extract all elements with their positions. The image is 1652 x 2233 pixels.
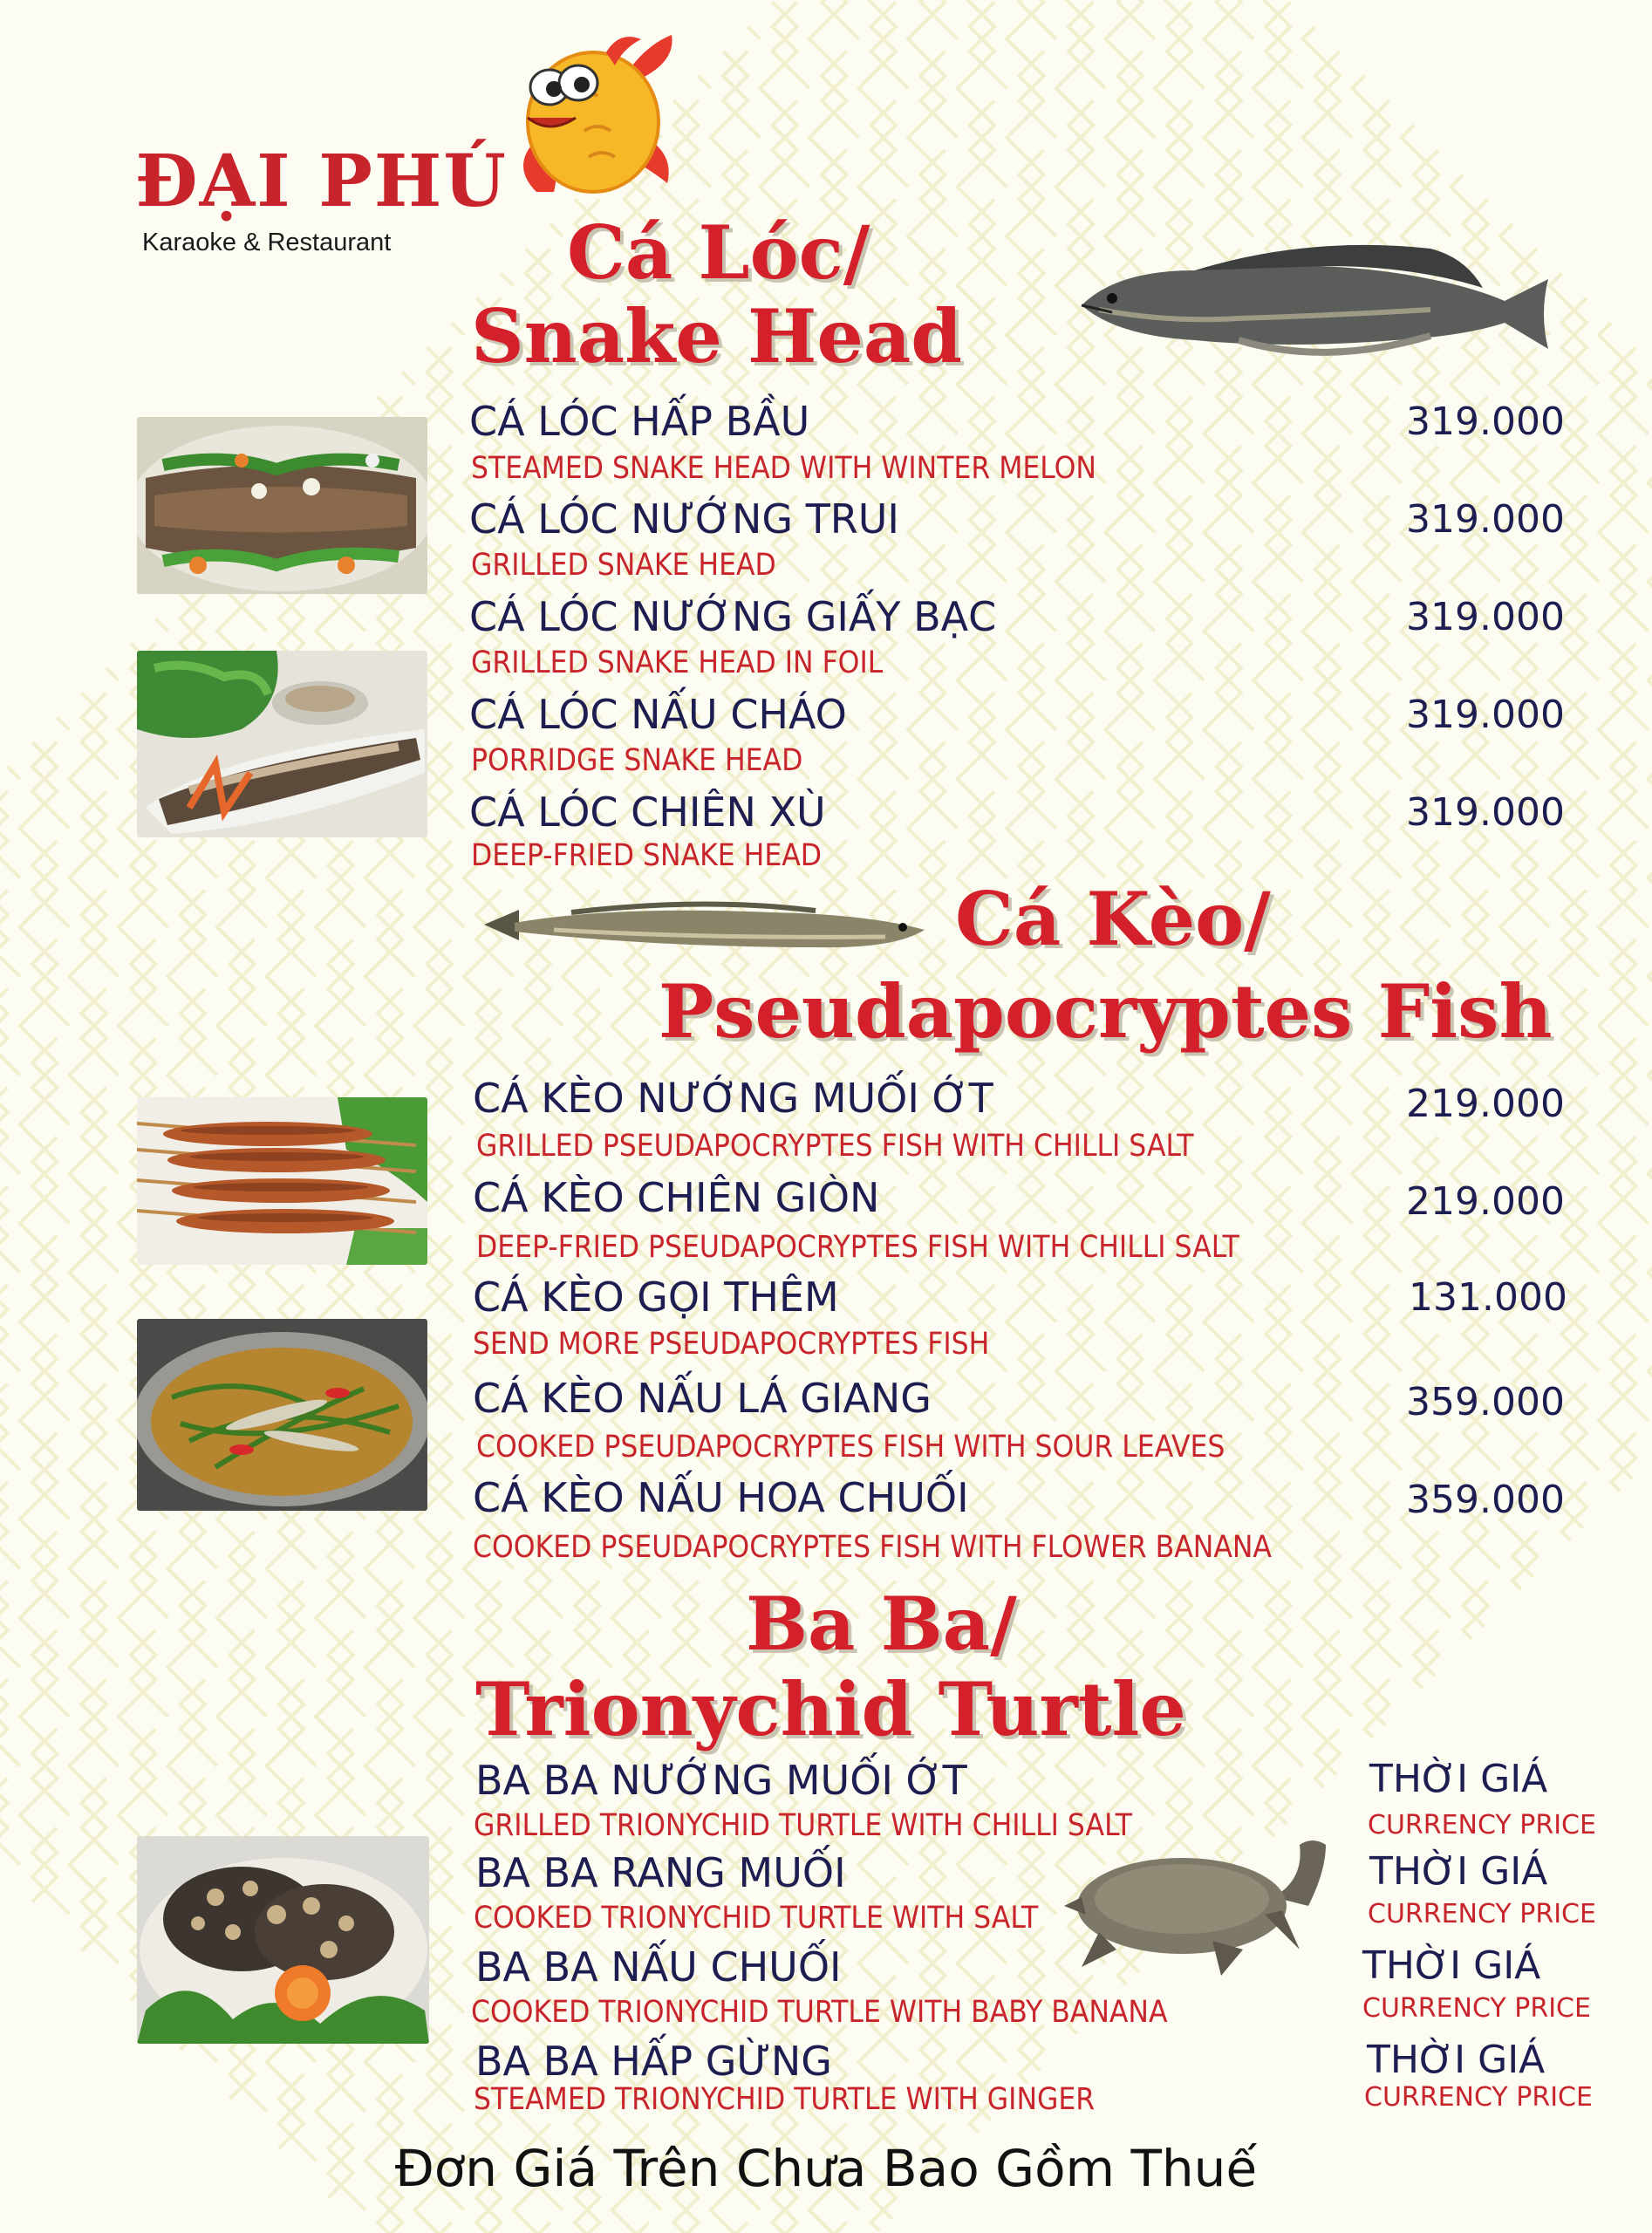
section-3-title-line2: Trionychid Turtle <box>475 1666 1186 1752</box>
grilled-snakehead-photo <box>137 651 427 837</box>
tax-note-footer: Đơn Giá Trên Chưa Bao Gồm Thuế <box>394 2139 1258 2198</box>
brand-subtitle: Karaoke & Restaurant <box>142 229 392 256</box>
menu-item-name: CÁ LÓC NƯỚNG TRUI <box>469 495 899 543</box>
menu-item-price: THỜI GIÁ <box>1369 1849 1548 1894</box>
turtle-dish-photo <box>137 1836 429 2044</box>
menu-item-english: DEEP-FRIED SNAKE HEAD <box>471 838 823 873</box>
menu-item-name: BA BA NẤU CHUỐI <box>475 1943 842 1991</box>
menu-item-name: CÁ LÓC CHIÊN XÙ <box>469 789 826 836</box>
menu-item-name: CÁ KÈO CHIÊN GIÒN <box>473 1174 880 1221</box>
menu-item-price-english: CURRENCY PRICE <box>1364 2082 1593 2113</box>
menu-item-name: CÁ LÓC NẤU CHÁO <box>469 691 847 738</box>
menu-item-english: GRILLED SNAKE HEAD <box>471 548 776 583</box>
section-3-title-line1: Ba Ba/ <box>746 1581 1017 1667</box>
menu-item-english: STEAMED SNAKE HEAD WITH WINTER MELON <box>471 451 1096 486</box>
menu-item-name: BA BA RANG MUỐI <box>475 1849 846 1896</box>
section-1-title-line1: Cá Lóc/ <box>567 209 870 296</box>
menu-item-price: 359.000 <box>1406 1478 1565 1522</box>
menu-item-price-english: CURRENCY PRICE <box>1362 1993 1591 2024</box>
menu-item-english: COOKED PSEUDAPOCRYPTES FISH WITH FLOWER BANANA <box>473 1530 1272 1565</box>
menu-item-english: PORRIDGE SNAKE HEAD <box>471 743 803 778</box>
menu-item-name: CÁ LÓC HẤP BẦU <box>469 398 810 445</box>
snakehead-fish-icon <box>1064 218 1553 384</box>
section-2-title-line2: Pseudapocryptes Fish <box>659 968 1553 1055</box>
menu-item-name: CÁ KÈO NƯỚNG MUỐI ỚT <box>473 1075 993 1122</box>
menu-item-price: THỜI GIÁ <box>1369 1757 1548 1801</box>
grilled-goby-skewers-photo <box>137 1097 427 1265</box>
goby-fish-icon <box>484 888 929 958</box>
menu-item-price-english: CURRENCY PRICE <box>1368 1899 1596 1929</box>
menu-item-price-english: CURRENCY PRICE <box>1368 1810 1596 1840</box>
menu-item-price: 319.000 <box>1406 595 1565 639</box>
menu-item-price: 319.000 <box>1406 497 1565 542</box>
menu-item-price: 319.000 <box>1406 693 1565 737</box>
menu-item-english: GRILLED SNAKE HEAD IN FOIL <box>471 645 884 680</box>
menu-item-price: THỜI GIÁ <box>1362 1943 1541 1988</box>
menu-item-price: 219.000 <box>1406 1082 1565 1126</box>
menu-item-english: COOKED TRIONYCHID TURTLE WITH BABY BANANA <box>471 1995 1168 2030</box>
menu-item-english: DEEP-FRIED PSEUDAPOCRYPTES FISH WITH CHILLI SALT <box>476 1230 1239 1265</box>
menu-item-english: STEAMED TRIONYCHID TURTLE WITH GINGER <box>474 2082 1096 2117</box>
goldfish-mascot-icon <box>502 26 676 214</box>
menu-item-price: 219.000 <box>1406 1179 1565 1224</box>
menu-item-name: BA BA NƯỚNG MUỐI ỚT <box>475 1757 967 1804</box>
steamed-snakehead-photo <box>137 417 427 594</box>
menu-item-english: COOKED PSEUDAPOCRYPTES FISH WITH SOUR LEAVES <box>476 1430 1225 1465</box>
menu-item-name: BA BA HẤP GỪNG <box>475 2038 832 2085</box>
menu-item-english: GRILLED PSEUDAPOCRYPTES FISH WITH CHILLI SALT <box>476 1129 1194 1164</box>
menu-item-price: 131.000 <box>1409 1275 1567 1320</box>
brand-name: ĐẠI PHÚ <box>135 140 508 223</box>
menu-item-price: 359.000 <box>1406 1380 1565 1424</box>
softshell-turtle-icon <box>1064 1819 1335 1984</box>
section-2-title-line1: Cá Kèo/ <box>955 876 1271 962</box>
menu-item-name: CÁ LÓC NƯỚNG GIẤY BẠC <box>469 593 997 640</box>
menu-item-name: CÁ KÈO NẤU LÁ GIANG <box>473 1375 932 1422</box>
section-1-title-line2: Snake Head <box>471 293 963 379</box>
menu-item-price: 319.000 <box>1406 790 1565 835</box>
menu-item-price: THỜI GIÁ <box>1367 2038 1546 2082</box>
menu-item-english: COOKED TRIONYCHID TURTLE WITH SALT <box>474 1901 1039 1936</box>
menu-item-name: CÁ KÈO GỌI THÊM <box>473 1274 839 1321</box>
menu-item-name: CÁ KÈO NẤU HOA CHUỐI <box>473 1474 969 1521</box>
menu-item-english: SEND MORE PSEUDAPOCRYPTES FISH <box>473 1327 990 1362</box>
menu-item-price: 319.000 <box>1406 399 1565 444</box>
menu-item-english: GRILLED TRIONYCHID TURTLE WITH CHILLI SALT <box>474 1808 1133 1843</box>
goby-hotpot-photo <box>137 1319 427 1511</box>
